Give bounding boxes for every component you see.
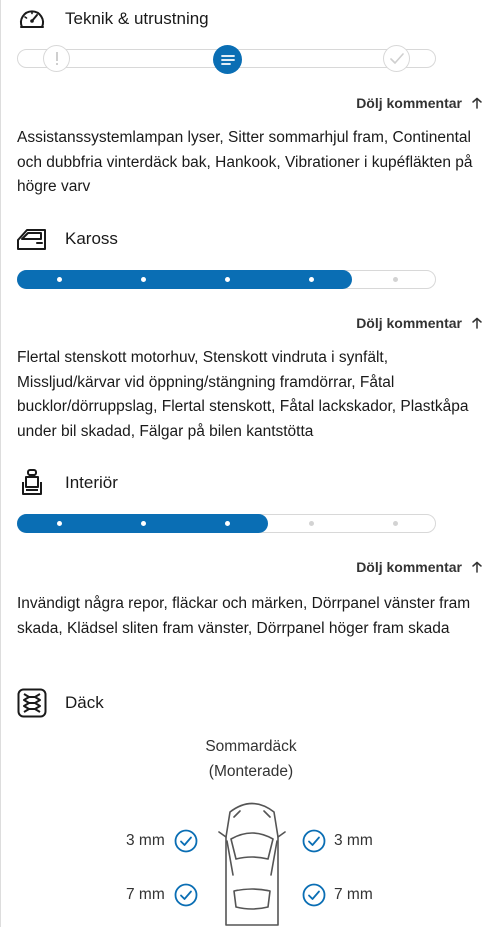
car-door-icon (17, 224, 47, 254)
tire-front-right (302, 829, 373, 853)
tire-front-left-depth: 3 mm (126, 832, 165, 849)
tire-tread-icon (17, 688, 47, 718)
kaross-rating-bar (17, 270, 436, 289)
toggle-label: Dölj kommentar (356, 95, 462, 111)
section-title-interior: Interiör (65, 473, 118, 492)
warning-step-icon (43, 45, 70, 72)
check-circle-icon (174, 883, 198, 907)
arrow-up-icon (471, 317, 483, 329)
hide-comment-toggle-teknik[interactable] (356, 95, 483, 111)
toggle-label: Dölj kommentar (356, 315, 462, 331)
rating-step-dot (309, 521, 314, 526)
section-header-kaross (17, 224, 118, 254)
teknik-status-stepper (17, 45, 436, 72)
tire-rear-left-depth: 7 mm (126, 886, 165, 903)
rating-fill (17, 270, 352, 289)
rating-step-dot (309, 277, 314, 282)
hide-comment-toggle-interior[interactable] (356, 559, 483, 575)
car-seat-icon (17, 468, 47, 498)
interior-rating-bar (17, 514, 436, 533)
rating-step-dot (225, 521, 230, 526)
comment-text-teknik: Assistanssystemlampan lyser, Sitter sommarhjul fram, Continental och dubbfria vinterdäck bak, Hankook, Vibrationer i kupéfläkten på högre varv (17, 129, 473, 195)
arrow-up-icon (471, 561, 483, 573)
section-header-interior (17, 468, 118, 498)
tire-type: Sommardäck (205, 738, 297, 755)
approved-step-icon (383, 45, 410, 72)
section-title-kaross: Kaross (65, 229, 118, 248)
speedometer-icon (17, 4, 47, 34)
arrow-up-icon (471, 97, 483, 109)
tire-mount-status: (Monterade) (208, 763, 294, 780)
check-circle-icon (174, 829, 198, 853)
rating-step-dot (225, 277, 230, 282)
section-header-teknik (17, 4, 209, 34)
rating-step-dot (393, 521, 398, 526)
rating-step-dot (393, 277, 398, 282)
toggle-label: Dölj kommentar (356, 559, 462, 575)
tire-rear-left (126, 883, 198, 907)
tire-rear-right-depth: 7 mm (334, 886, 373, 903)
section-title-dack: Däck (65, 693, 104, 712)
section-title-teknik: Teknik & utrustning (65, 9, 209, 28)
car-top-view-icon (212, 797, 292, 927)
comment-text-kaross: Flertal stenskott motorhuv, Stenskott vindruta i synfält, Missljud/kärvar vid öppning/stängning framdörrar, Fåtal bucklor/dörruppslag, Flertal stenskott, Fåtal lackskador, Plastkåpa under bil skadad, Fälgar på bilen kantstötta (17, 349, 469, 440)
section-header-dack (17, 688, 104, 718)
check-circle-icon (302, 829, 326, 853)
tire-rear-right (302, 883, 373, 907)
comment-text-interior: Invändigt några repor, fläckar och märken, Dörrpanel vänster fram skada, Klädsel sliten fram vänster, Dörrpanel höger fram skada (17, 595, 471, 637)
check-circle-icon (302, 883, 326, 907)
hide-comment-toggle-kaross[interactable] (356, 315, 483, 331)
tire-front-right-depth: 3 mm (334, 832, 373, 849)
comment-step-icon (213, 45, 242, 74)
tire-front-left (126, 829, 198, 853)
